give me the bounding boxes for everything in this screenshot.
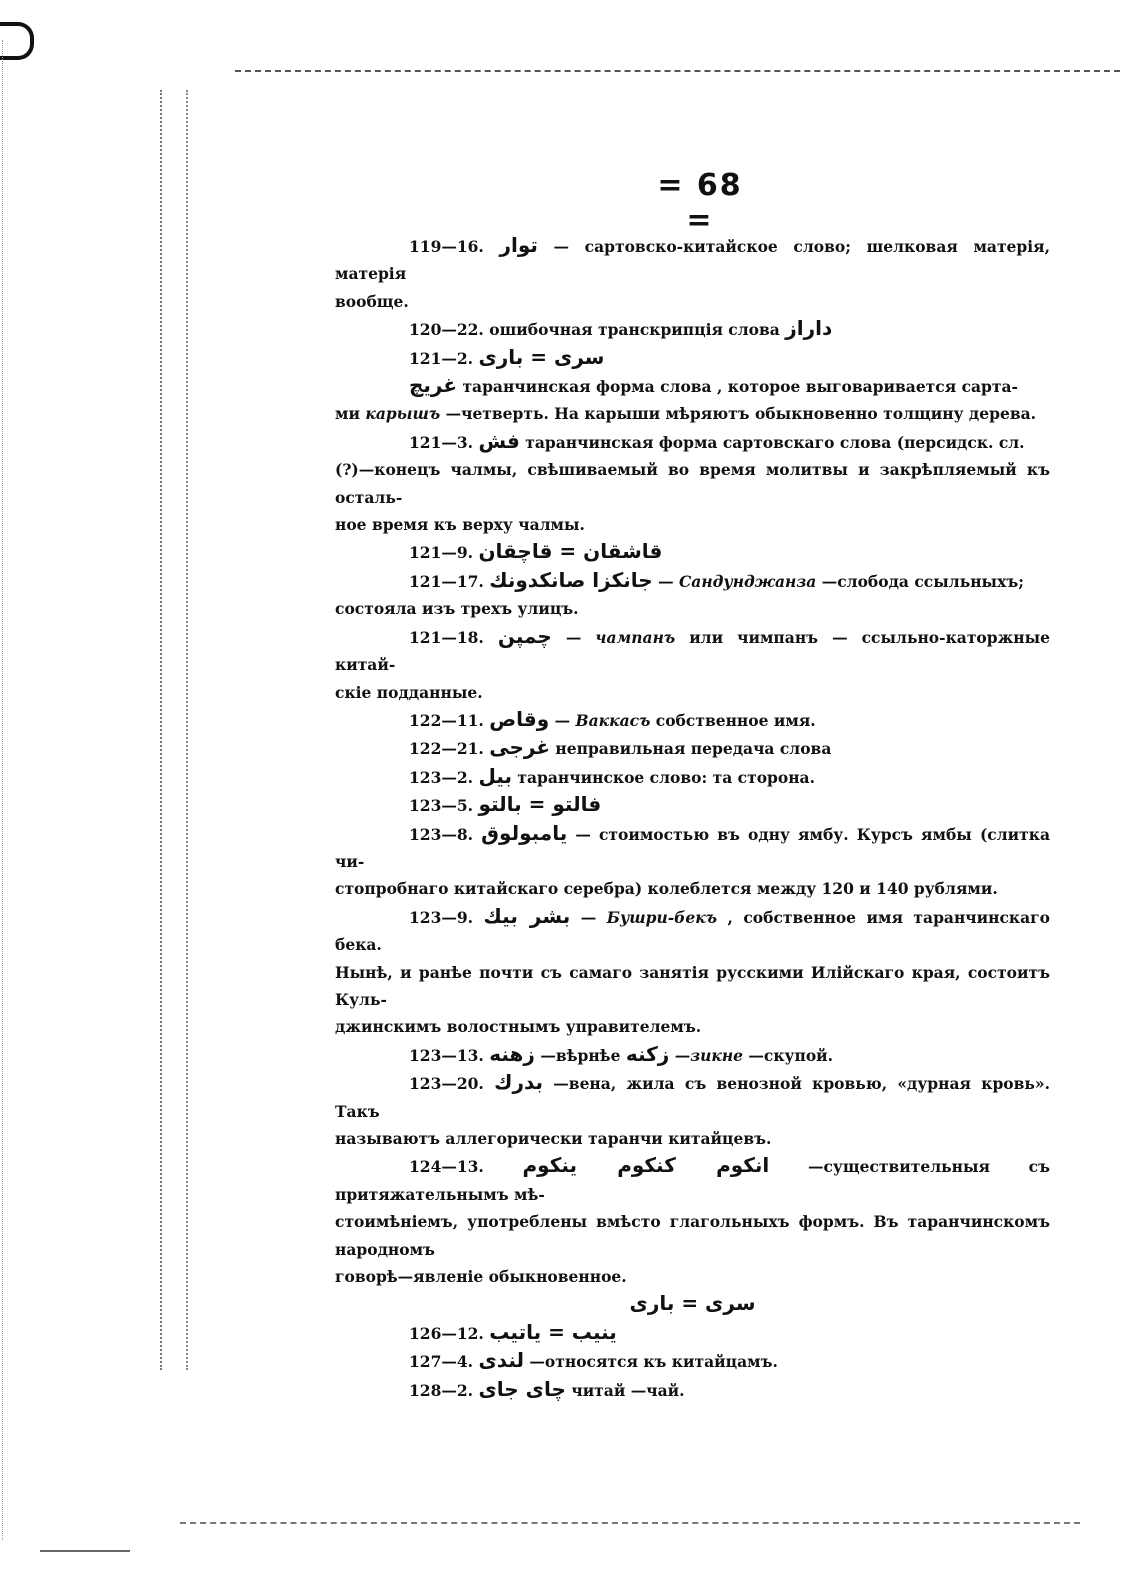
line-text: скіе подданные.: [335, 682, 483, 702]
text-line: [335, 763, 1050, 791]
entry-reference: 121—9.: [409, 543, 474, 563]
bottom-rule: [40, 1550, 130, 1552]
arabic-word: بيل: [478, 763, 512, 788]
arabic-word: غرجى: [489, 735, 550, 760]
entry-reference: 122—11.: [409, 710, 484, 730]
text-line: [335, 428, 1050, 456]
line-text: —чай.: [630, 1380, 685, 1400]
text-line: [335, 1208, 1050, 1263]
entry-reference: 124—13.: [409, 1157, 484, 1177]
entry-reference: 122—21.: [409, 739, 484, 759]
line-text: , которое выговаривается сарта-: [717, 377, 1018, 397]
entry-reference: 126—12.: [409, 1323, 484, 1343]
line-text: Бушри-бекъ: [606, 907, 717, 927]
text-line: [335, 372, 1050, 400]
line-text: чампанъ: [595, 627, 676, 647]
top-dashed-rule: [235, 70, 1120, 72]
line-text: стопробнаго китайскаго серебра) колеблется между 120 и 140 рублями.: [335, 879, 998, 899]
text-line: [335, 232, 1050, 288]
bottom-dashed-rule: [180, 1522, 1080, 1524]
arabic-word: زكنه: [625, 1041, 670, 1066]
text-line: [335, 538, 1050, 566]
arabic-word: لندى: [478, 1348, 525, 1373]
line-text: вообще.: [335, 291, 409, 311]
entry-reference: 123—9.: [409, 907, 474, 927]
text-line: [335, 1376, 1050, 1404]
line-text: ми: [335, 404, 366, 424]
text-line: [335, 959, 1050, 1014]
line-text: или чимпанъ — ссыльно-каторжные китай-: [335, 627, 1050, 675]
text-line: [335, 315, 1050, 343]
entry-reference: 123—20.: [409, 1074, 484, 1094]
line-text: таранчинская форма слова: [462, 377, 712, 397]
entry-reference: 121—2.: [409, 348, 474, 368]
line-text: читай: [571, 1380, 626, 1400]
arabic-word: چمپن: [497, 623, 552, 648]
line-text: собственное имя.: [655, 710, 816, 730]
line-text: —: [658, 571, 679, 591]
text-line: [335, 734, 1050, 762]
entry-reference: 123—13.: [409, 1045, 484, 1065]
arabic-word: يامبولوق: [481, 820, 568, 845]
entry-reference: 119—16.: [409, 237, 484, 256]
text-line: [335, 595, 1050, 622]
arabic-word: قاشقان = قاچقان: [478, 539, 663, 564]
text-line: [335, 1041, 1050, 1069]
text-line: [335, 288, 1050, 315]
line-text: —вена, жила съ венозной кровью, «дурная кровь». Такъ: [335, 1074, 1050, 1121]
line-text: Нынѣ, и ранѣе почти съ самаго занятія русскими Илійскаго края, состоитъ Куль-: [335, 962, 1050, 1009]
arabic-word: جانكزا صانكدونك: [489, 567, 653, 592]
entry-reference: 121—17.: [409, 571, 484, 591]
line-text: называютъ аллегорически таранчи китайцевъ.: [335, 1129, 772, 1148]
corner-mark: [0, 22, 34, 60]
line-text: — стоимостью въ одну ямбу. Курсъ ямбы (слитка чи-: [335, 824, 1050, 871]
text-line: [335, 1290, 1050, 1318]
text-line: [335, 1347, 1050, 1375]
line-text: говорѣ—явленіе обыкновенное.: [335, 1267, 627, 1287]
text-line: [335, 1013, 1050, 1040]
text-line: [335, 400, 1050, 427]
line-text: Сандунджанза: [678, 571, 817, 591]
line-text: —зикне: [674, 1045, 744, 1065]
entry-reference: 121—3.: [409, 432, 474, 452]
entry-reference: 123—5.: [409, 796, 474, 816]
line-text: (?)—конецъ чалмы, свѣшиваемый во время молитвы и закрѣпляемый къ осталь-: [335, 460, 1050, 507]
arabic-word: وقاص: [489, 706, 550, 731]
text-line: [335, 820, 1050, 876]
line-text: —вѣрнѣе: [540, 1045, 621, 1065]
arabic-word: چای جای: [478, 1376, 566, 1401]
entry-reference: 128—2.: [409, 1380, 474, 1400]
text-line: [335, 1263, 1050, 1290]
entry-reference: 123—8.: [409, 824, 474, 844]
arabic-word: انكوم كنكوم ينكوم: [522, 1153, 770, 1178]
text-line: [335, 344, 1050, 372]
line-text: ошибочная транскрипція слова: [489, 320, 780, 340]
entry-reference: 121—18.: [409, 627, 484, 647]
line-text: —: [554, 710, 571, 730]
entry-reference: 127—4.: [409, 1352, 474, 1372]
binding-dots: [160, 90, 162, 1370]
arabic-word: بدرك: [494, 1070, 544, 1095]
line-text: карышъ: [365, 404, 441, 424]
text-line: [335, 679, 1050, 706]
line-text: (персидск. сл.: [896, 432, 1025, 452]
text-line: [335, 1069, 1050, 1125]
text-line: [335, 791, 1050, 819]
entry-reference: 120—22.: [409, 320, 484, 340]
line-text: джинскимъ волостнымъ управителемъ.: [335, 1017, 702, 1037]
body-text: [335, 232, 1050, 1404]
binding-dots: [186, 90, 188, 1370]
text-line: [335, 875, 1050, 902]
line-text: неправильная передача слова: [555, 739, 832, 759]
page-number: = 68 =: [657, 168, 743, 238]
arabic-word: زهنه: [489, 1041, 535, 1066]
text-line: [335, 623, 1050, 679]
line-text: Ваккасъ: [575, 710, 651, 730]
line-text: стоимѣніемъ, употреблены вмѣсто глагольныхъ формъ. Въ таранчинскомъ народномъ: [335, 1212, 1050, 1259]
left-margin-rule: [2, 40, 3, 1540]
line-text: таранчинская форма сартовскаго слова: [525, 432, 892, 452]
text-line: [335, 456, 1050, 511]
line-text: —слобода ссыльныхъ;: [821, 571, 1024, 591]
line-text: —существительныя съ притяжательнымъ мѣ-: [335, 1157, 1050, 1204]
arabic-word: فالتو = بالتو: [478, 792, 602, 817]
arabic-word: سرى = باری: [629, 1291, 756, 1316]
text-line: [335, 1125, 1050, 1152]
text-line: [335, 706, 1050, 734]
line-text: —: [565, 627, 582, 647]
entry-reference: 123—2.: [409, 767, 474, 787]
text-line: [335, 511, 1050, 538]
line-text: состояла изъ трехъ улицъ.: [335, 599, 579, 619]
arabic-word: ينيب = ياتيب: [489, 1319, 617, 1344]
arabic-word: فش: [478, 428, 520, 453]
arabic-word: توار: [499, 233, 538, 257]
arabic-word: بشر بيك: [483, 903, 571, 928]
text-line: [335, 1152, 1050, 1208]
arabic-word: سرى = باری: [478, 344, 605, 369]
line-text: — сартовско-китайское слово; шелковая матерія, матерія: [335, 237, 1050, 284]
line-text: таранчинское слово: та сторона.: [517, 767, 815, 787]
line-text: , собственное имя таранчинскаго бека.: [335, 907, 1051, 955]
arabic-word: داراز: [785, 316, 833, 341]
text-line: [335, 903, 1050, 959]
line-text: —четверть. На карыши мѣряютъ обыкновенно толщину дерева.: [445, 404, 1037, 424]
text-line: [335, 567, 1050, 595]
text-line: [335, 1319, 1050, 1347]
line-text: ное время къ верху чалмы.: [335, 515, 585, 535]
line-text: —: [580, 907, 597, 927]
line-text: —скупой.: [748, 1045, 834, 1065]
line-text: —относятся къ китайцамъ.: [529, 1352, 778, 1372]
arabic-word: غريچ: [409, 373, 458, 398]
